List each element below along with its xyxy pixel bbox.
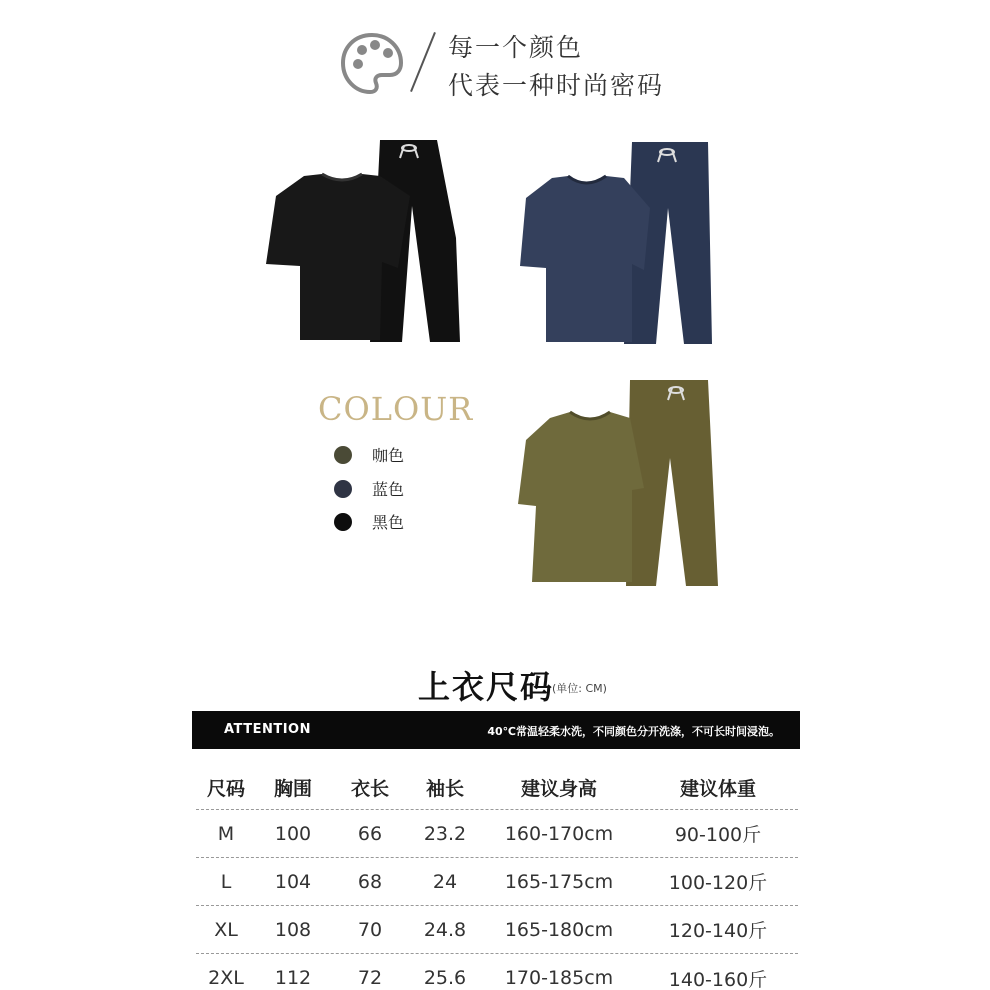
size-chart-title: 上衣尺码 (418, 668, 555, 706)
header-cell: 胸围 (273, 778, 312, 800)
size-table (196, 766, 798, 990)
table-cell: 104 (274, 870, 312, 893)
header-cell: 建议身高 (520, 778, 597, 800)
outfit-navy-image (516, 138, 722, 348)
colour-label: 蓝色 (372, 480, 405, 499)
table-cell: 70 (357, 918, 383, 941)
outfit-brown-image (514, 378, 720, 590)
table-row (196, 858, 798, 906)
table-cell: 108 (274, 918, 312, 941)
colour-title: COLOUR (318, 390, 474, 428)
header-cell: 建议体重 (679, 778, 756, 800)
table-cell: 100 (274, 822, 312, 845)
table-row (196, 906, 798, 954)
header-cell: 衣长 (350, 778, 389, 800)
colour-option-blue (334, 477, 404, 500)
table-cell: 90-100斤 (674, 824, 762, 846)
table-cell: 112 (274, 967, 312, 989)
colour-option-black (334, 510, 404, 533)
page-header (338, 26, 698, 106)
table-cell: 66 (357, 822, 383, 845)
table-header-row (196, 766, 798, 810)
attention-label: ATTENTION (224, 722, 311, 737)
table-cell: 140-160斤 (668, 968, 768, 990)
swatch-black (334, 513, 352, 531)
table-cell: 2XL (208, 967, 244, 989)
attention-bar (192, 711, 800, 749)
table-cell: 120-140斤 (668, 920, 768, 942)
palette-icon (338, 30, 406, 98)
attention-note: 40℃常温轻柔水洗，不同颜色分开洗涤，不可长时间浸泡。 (487, 725, 780, 738)
table-cell: L (220, 870, 232, 893)
outfit-black-image (262, 136, 468, 346)
header-cell: 尺码 (206, 778, 245, 800)
table-row (196, 954, 798, 990)
table-cell: 24 (432, 870, 458, 893)
swatch-blue (334, 480, 352, 498)
table-cell: M (217, 822, 235, 845)
header-cell: 袖长 (425, 778, 464, 800)
table-cell: 72 (357, 967, 383, 989)
table-cell: 100-120斤 (668, 872, 768, 894)
table-cell: 23.2 (423, 822, 467, 845)
table-row (196, 810, 798, 858)
header-line-2: 代表一种时尚密码 (448, 71, 665, 100)
colour-label: 咖色 (372, 446, 405, 465)
table-cell: XL (214, 918, 238, 941)
table-cell: 165-180cm (504, 918, 614, 941)
table-cell: 160-170cm (504, 822, 614, 845)
colour-label: 黑色 (372, 513, 405, 532)
table-cell: 165-175cm (504, 870, 614, 893)
table-cell: 24.8 (423, 918, 467, 941)
header-line-1: 每一个颜色 (448, 33, 584, 62)
colour-option-brown (334, 443, 404, 466)
table-cell: 25.6 (423, 967, 467, 989)
swatch-brown (334, 446, 352, 464)
divider (410, 32, 436, 92)
size-chart-unit: (单位: CM) (552, 682, 607, 695)
table-cell: 170-185cm (504, 967, 614, 989)
table-cell: 68 (357, 870, 383, 893)
